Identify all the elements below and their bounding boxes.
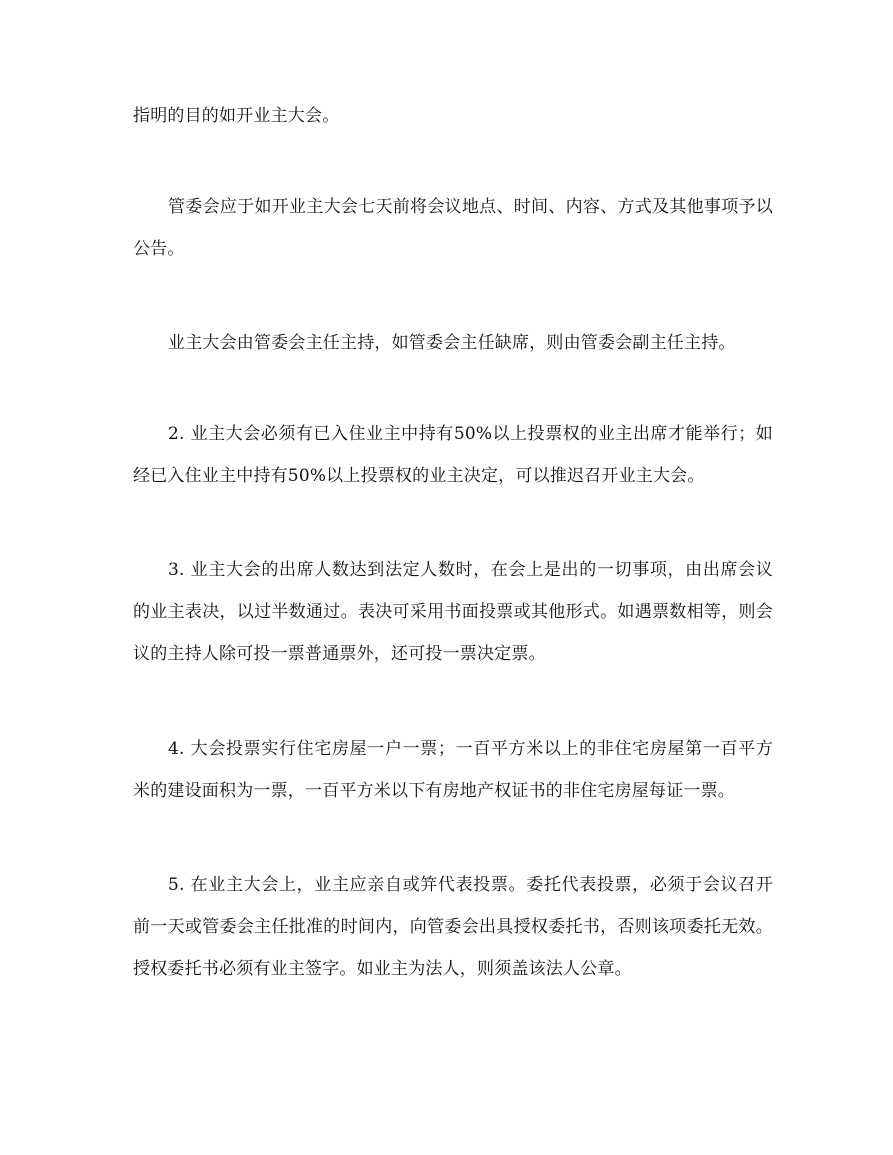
paragraph-chair: 业主大会由管委会主任主持，如管委会主任缺席，则由管委会副主任主持。 [168, 333, 736, 353]
paragraph-continuation: 指明的目的如开业主大会。 [133, 106, 340, 126]
paragraph-clause-4: 4. 大会投票实行住宅房屋一户一票；一百平方米以上的非住宅房屋第一百平方米的建设面积为一票，一百平方米以下有房地产权证书的非住宅房屋每证一票。 [133, 739, 773, 801]
paragraph-clause-3: 3. 业主大会的出席人数达到法定人数时，在会上是出的一切事项，由出席会议的业主表决，以过半数通过。表决可采用书面投票或其他形式。如遇票数相等，则会议的主持人除可投一票普通票外，还可投一票决定票。 [133, 560, 773, 664]
paragraph-clause-5: 5. 在业主大会上，业主应亲自或笄代表投票。委托代表投票，必须于会议召开前一天或管委会主任批准的时间内，向管委会出具授权委托书，否则该项委托无效。授权委托书必须有业主签字。如业主为法人，则须盖该法人公章。 [133, 875, 773, 979]
paragraph-notice: 管委会应于如开业主大会七天前将会议地点、时间、内容、方式及其他事项予以公告。 [133, 197, 773, 259]
paragraph-clause-2: 2. 业主大会必须有已入住业主中持有50%以上投票权的业主出席才能举行；如经已入住业主中持有50%以上投票权的业主决定，可以推迟召开业主大会。 [133, 424, 773, 486]
